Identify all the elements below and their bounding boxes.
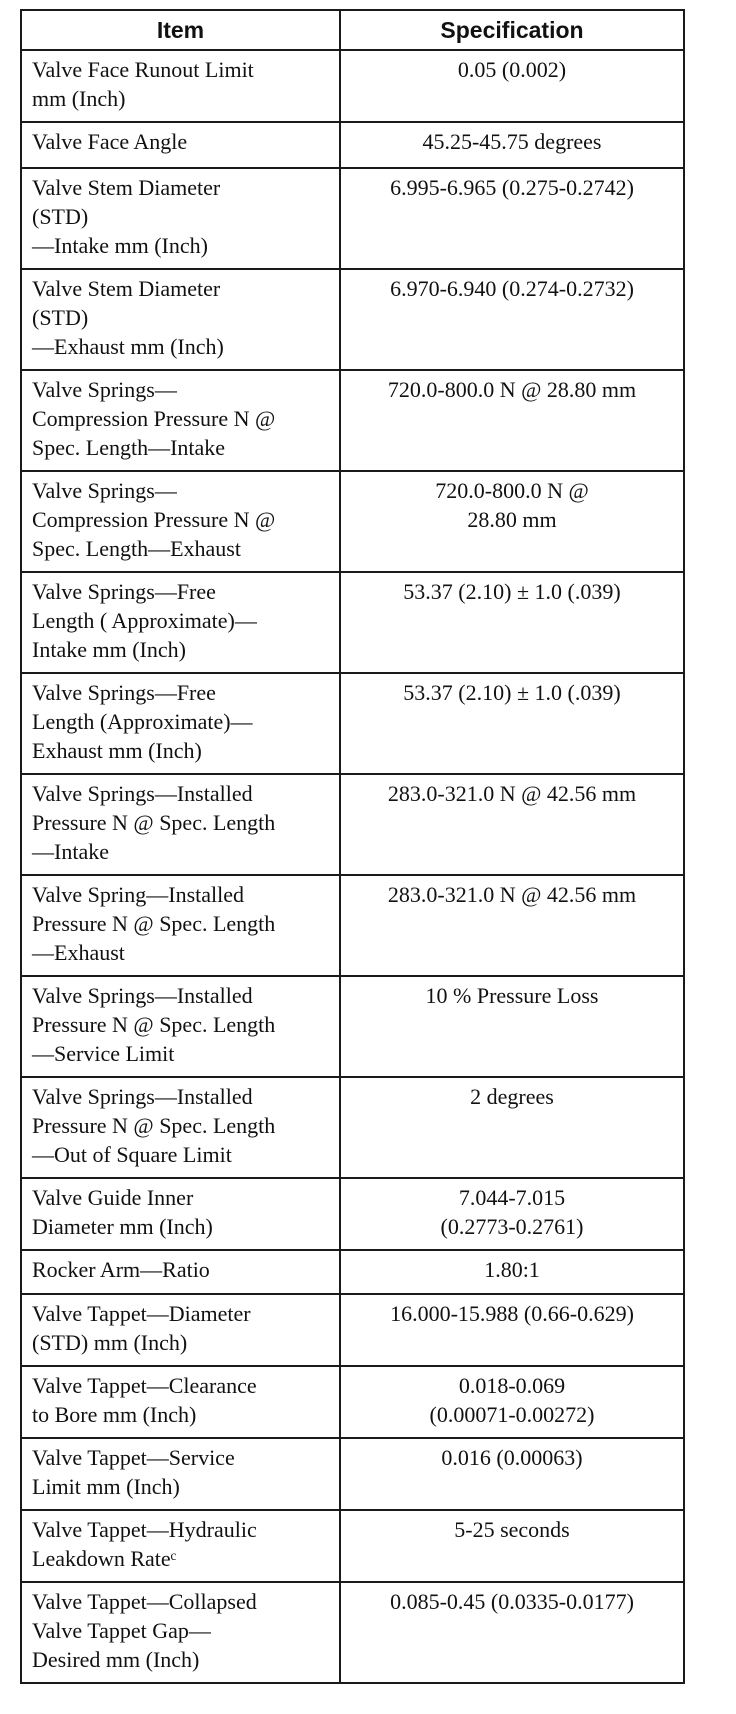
spec-cell: 1.80:1 [340,1250,684,1294]
item-cell: Valve Stem Diameter (STD) —Exhaust mm (Inch) [21,269,340,370]
spec-cell: 10 % Pressure Loss [340,976,684,1077]
table-row [21,1366,684,1438]
spec-cell: 0.05 (0.002) [340,50,684,122]
spec-cell: 283.0-321.0 N @ 42.56 mm [340,774,684,875]
table-row [21,875,684,976]
item-cell: Valve Face Angle [21,122,340,168]
spec-cell: 53.37 (2.10) ± 1.0 (.039) [340,673,684,774]
table-row [21,976,684,1077]
item-cell: Valve Springs—Free Length ( Approximate)— Intake mm (Inch) [21,572,340,673]
table-row [21,168,684,269]
spec-cell: 6.995-6.965 (0.275-0.2742) [340,168,684,269]
table-row [21,471,684,572]
item-cell: Valve Tappet—Clearance to Bore mm (Inch) [21,1366,340,1438]
table-row [21,122,684,168]
table-row [21,1438,684,1510]
item-cell: Valve Spring—Installed Pressure N @ Spec. Length —Exhaust [21,875,340,976]
table-row [21,1250,684,1294]
table-row [21,269,684,370]
table-row [21,1178,684,1250]
spec-cell: 720.0-800.0 N @ 28.80 mm [340,471,684,572]
table-header-row [21,10,684,50]
column-header-item: Item [21,10,340,50]
spec-cell: 5-25 seconds [340,1510,684,1582]
item-cell: Valve Springs— Compression Pressure N @ Spec. Length—Exhaust [21,471,340,572]
table-row [21,370,684,471]
table-row [21,774,684,875]
spec-cell: 720.0-800.0 N @ 28.80 mm [340,370,684,471]
spec-cell: 45.25-45.75 degrees [340,122,684,168]
column-header-specification: Specification [340,10,684,50]
table-row [21,1582,684,1683]
table-row [21,673,684,774]
table-row [21,572,684,673]
item-cell: Valve Stem Diameter (STD) —Intake mm (Inch) [21,168,340,269]
spec-cell: 7.044-7.015 (0.2773-0.2761) [340,1178,684,1250]
item-cell: Valve Springs—Installed Pressure N @ Spec. Length —Out of Square Limit [21,1077,340,1178]
item-cell: Valve Springs—Free Length (Approximate)— Exhaust mm (Inch) [21,673,340,774]
item-cell: Valve Guide Inner Diameter mm (Inch) [21,1178,340,1250]
table-row [21,1510,684,1582]
spec-cell: 0.016 (0.00063) [340,1438,684,1510]
item-cell: Valve Tappet—Hydraulic Leakdown Rateᶜ [21,1510,340,1582]
spec-cell: 16.000-15.988 (0.66-0.629) [340,1294,684,1366]
table-row [21,1077,684,1178]
item-cell: Valve Springs—Installed Pressure N @ Spec. Length —Intake [21,774,340,875]
item-cell: Valve Springs—Installed Pressure N @ Spec. Length —Service Limit [21,976,340,1077]
spec-cell: 0.018-0.069 (0.00071-0.00272) [340,1366,684,1438]
spec-cell: 6.970-6.940 (0.274-0.2732) [340,269,684,370]
spec-cell: 2 degrees [340,1077,684,1178]
item-cell: Valve Tappet—Collapsed Valve Tappet Gap— Desired mm (Inch) [21,1582,340,1683]
table-row [21,1294,684,1366]
item-cell: Valve Tappet—Diameter (STD) mm (Inch) [21,1294,340,1366]
table-row [21,50,684,122]
item-cell: Valve Tappet—Service Limit mm (Inch) [21,1438,340,1510]
spec-cell: 283.0-321.0 N @ 42.56 mm [340,875,684,976]
spec-cell: 0.085-0.45 (0.0335-0.0177) [340,1582,684,1683]
item-cell: Valve Springs— Compression Pressure N @ Spec. Length—Intake [21,370,340,471]
valve-specification-table [20,9,685,1684]
spec-cell: 53.37 (2.10) ± 1.0 (.039) [340,572,684,673]
item-cell: Valve Face Runout Limit mm (Inch) [21,50,340,122]
item-cell: Rocker Arm—Ratio [21,1250,340,1294]
